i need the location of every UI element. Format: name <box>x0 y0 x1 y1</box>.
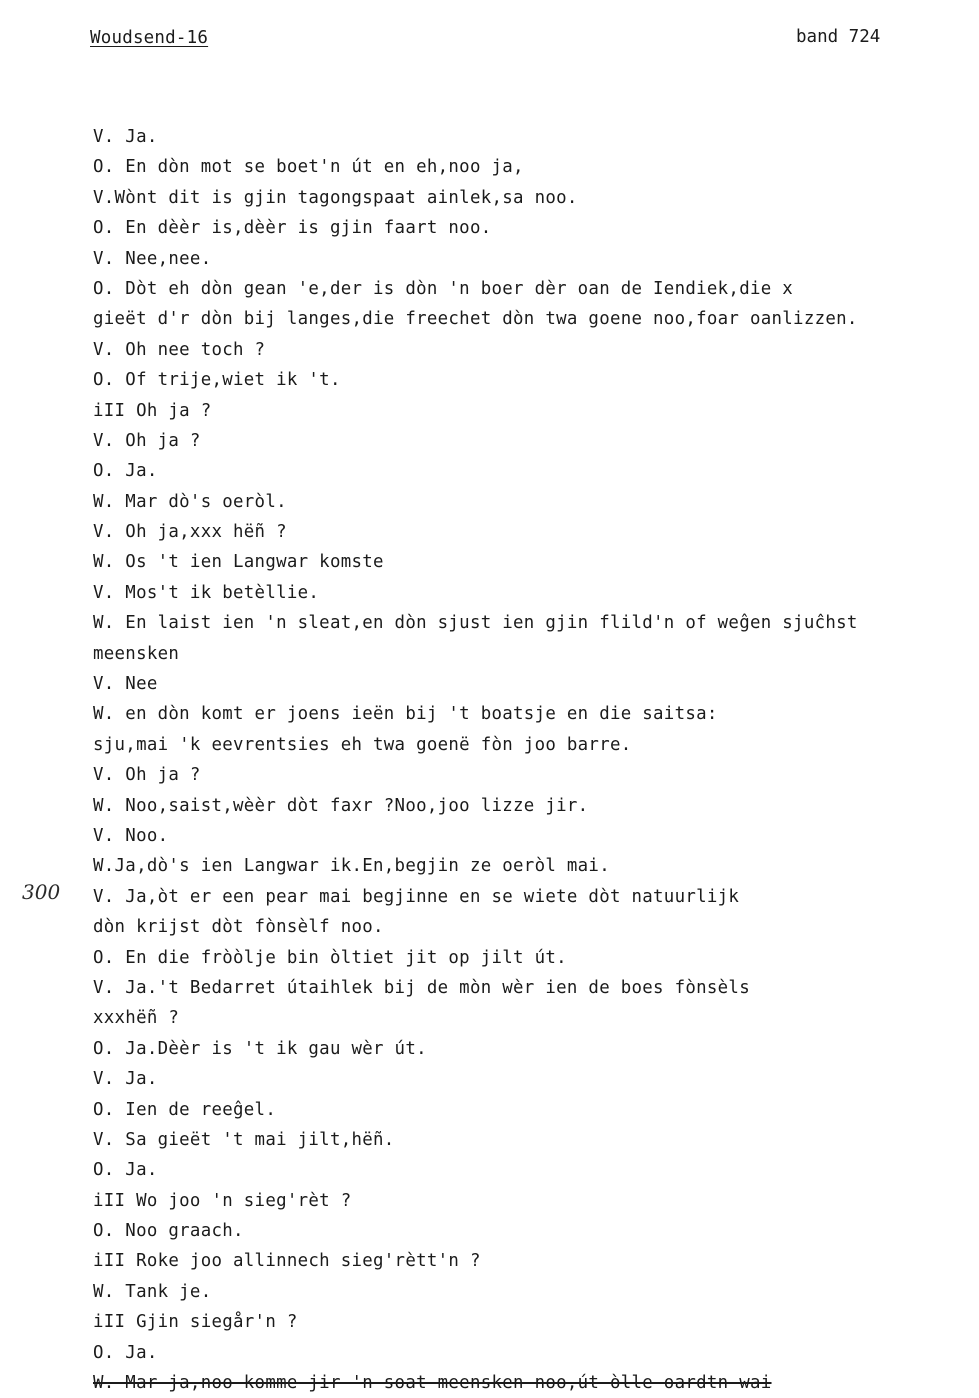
document-title: Woudsend-16 <box>90 28 209 48</box>
struck-out-line: W. Mar ja,noo komme jir 'n soat meensken noo,út òlle oardtn wai <box>93 1373 772 1394</box>
transcript-line: O. En dèèr is,dèèr is gjin faart noo. <box>93 218 492 239</box>
transcript-line: V. Mos't ik betèllie. <box>93 582 320 603</box>
transcript-line: W. En laist ien 'n sleat,en dòn sjust ien gjin flild'n of weĝen sjuĉhst <box>93 613 858 634</box>
transcript-line: O. Ja.Dèèr is 't ik gau wèr út. <box>93 1038 427 1059</box>
transcript-line: V. Ja,òt er een pear mai begjinne en se wiete dòt natuurlijk <box>93 886 740 907</box>
transcript-line: sju,mai 'k eevrentsies eh twa goenë fòn joo barre. <box>93 734 632 755</box>
transcript-body <box>93 122 973 1398</box>
transcript-line: W. en dòn komt er joens ieën bij 't boatsje en die saitsa: <box>93 704 718 725</box>
transcript-line: V. Nee,nee. <box>93 248 212 269</box>
transcript-line: O. Ja. <box>93 461 158 482</box>
margin-note: 300 <box>22 880 61 904</box>
transcript-line: O. Dòt eh dòn gean 'e,der is dòn 'n boer dèr oan de Iendiek,die x <box>93 278 794 299</box>
transcript-line: O. Ja. <box>93 1342 158 1363</box>
transcript-line: O. Ja. <box>93 1160 158 1181</box>
transcript-line: gieët d'r dòn bij langes,die freechet dòn twa goene noo,foar oanlizzen. <box>93 309 858 330</box>
transcript-line: V. Oh nee toch ? <box>93 339 266 360</box>
transcript-line: V.Wònt dit is gjin tagongspaat ainlek,sa noo. <box>93 187 578 208</box>
transcript-line: V. Nee <box>93 674 158 695</box>
transcript-line: iII Roke joo allinnech sieg'rètt'n ? <box>93 1251 481 1272</box>
transcript-line: V. Ja. <box>93 127 158 147</box>
transcript-line: V. Oh ja,xxx hëñ ? <box>93 522 287 543</box>
transcript-line: W.Ja,dò's ien Langwar ik.En,begjin ze oeròl mai. <box>93 856 610 877</box>
transcript-line: V. Oh ja ? <box>93 765 201 786</box>
transcript-line: O. En die fròòlje bin òltiet jit op jilt út. <box>93 947 567 968</box>
transcript-line: meensken <box>93 643 180 664</box>
transcript-line: V. Noo. <box>93 825 169 846</box>
transcript-line: O. Noo graach. <box>93 1221 244 1242</box>
transcript-line: O. Of trije,wiet ik 't. <box>93 370 341 391</box>
transcript-line: V. Ja.'t Bedarret útaihlek bij de mòn wèr ien de boes fònsèls <box>93 977 750 998</box>
transcript-line: V. Oh ja ? <box>93 430 201 451</box>
transcript-line: dòn krijst dòt fònsèlf noo. <box>93 917 384 938</box>
transcript-line: W. Tank je. <box>93 1281 212 1302</box>
band-label: band 724 <box>796 27 881 47</box>
transcript-line: xxxhëñ ? <box>93 1008 180 1029</box>
transcript-line: W. Os 't ien Langwar komste <box>93 552 384 573</box>
transcript-line: iII Oh ja ? <box>93 400 212 421</box>
transcript-line: W. Noo,saist,wèèr dòt faxr ?Noo,joo lizze jir. <box>93 795 589 816</box>
transcript-line: iII Gjin siegår'n ? <box>93 1312 298 1333</box>
transcript-line: O. Ien de reeĝel. <box>93 1099 277 1120</box>
transcript-line: V. Ja. <box>93 1069 158 1090</box>
transcript-line: iII Wo joo 'n sieg'rèt ? <box>93 1190 352 1211</box>
transcript-line: O. En dòn mot se boet'n út en eh,noo ja, <box>93 157 524 178</box>
transcript-line: V. Sa gieët 't mai jilt,hëñ. <box>93 1129 395 1150</box>
transcript-line: W. Mar dò's oeròl. <box>93 491 287 512</box>
